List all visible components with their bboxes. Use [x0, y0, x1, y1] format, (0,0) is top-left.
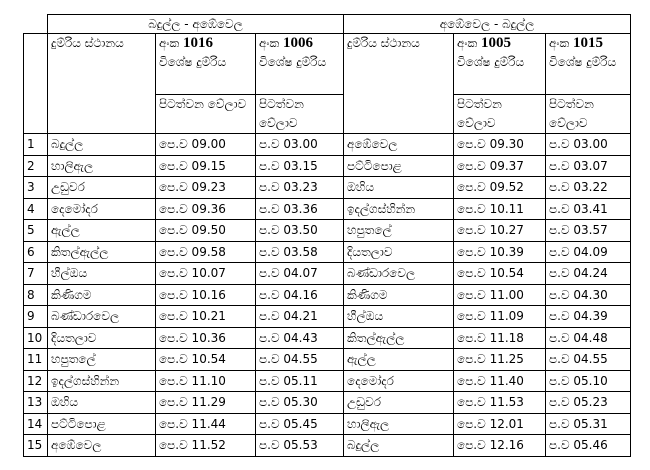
right-train-a-time: පෙ.ව 11.00: [454, 284, 546, 306]
right-direction-title: අඹේවෙල - බදුල්ල: [344, 15, 631, 34]
right-train-a-time: පෙ.ව 12.01: [454, 413, 546, 435]
row-number: 13: [24, 392, 48, 414]
left-train-a-time: පෙ.ව 10.54: [156, 349, 256, 371]
table-row: [24, 392, 631, 414]
row-number: 11: [24, 349, 48, 371]
right-train-a-time: පෙ.ව 10.27: [454, 220, 546, 242]
table-row: [24, 134, 631, 156]
right-train-b-time: ප.ව 04.48: [546, 327, 631, 349]
right-train-b-time: ප.ව 05.23: [546, 392, 631, 414]
row-number: 7: [24, 263, 48, 285]
left-train-a-time: පෙ.ව 11.10: [156, 370, 256, 392]
right-train-a-time: පෙ.ව 10.54: [454, 263, 546, 285]
table-row: [24, 177, 631, 199]
left-station-name: දෙමෝදර: [48, 198, 156, 220]
right-train-a-type: විශේෂ දුම්රිය: [457, 55, 525, 69]
left-train-a-time: පෙ.ව 10.07: [156, 263, 256, 285]
right-station-name: පට්ටිපොළ: [344, 155, 454, 177]
table-row: [24, 435, 631, 457]
left-train-a-time: පෙ.ව 09.23: [156, 177, 256, 199]
row-number: 4: [24, 198, 48, 220]
right-train-a-prefix: අංක: [457, 36, 478, 50]
left-station-name: උඩුවර: [48, 177, 156, 199]
row-number: 2: [24, 155, 48, 177]
direction-title-row: [24, 15, 631, 34]
right-train-b-time: ප.ව 04.39: [546, 306, 631, 328]
number-column-header: [24, 34, 48, 134]
left-train-a-time: පෙ.ව 11.29: [156, 392, 256, 414]
left-train-b-time: ප.ව 04.16: [256, 284, 344, 306]
table-row: [24, 198, 631, 220]
left-station-name: දියතලාව: [48, 327, 156, 349]
row-number: 10: [24, 327, 48, 349]
row-number: 1: [24, 134, 48, 156]
right-train-b-prefix: අංක: [549, 36, 570, 50]
departure-label: පිටත්වන වේලාව: [454, 95, 546, 134]
left-station-name: අඹේවෙල: [48, 435, 156, 457]
left-station-name: හපුතලේ: [48, 349, 156, 371]
right-station-name: අඹේවෙල: [344, 134, 454, 156]
right-train-b-time: ප.ව 04.55: [546, 349, 631, 371]
row-number: 8: [24, 284, 48, 306]
right-train-a-time: පෙ.ව 12.16: [454, 435, 546, 457]
right-train-a-time: පෙ.ව 10.11: [454, 198, 546, 220]
right-train-a-time: පෙ.ව 09.37: [454, 155, 546, 177]
left-train-a-time: පෙ.ව 11.44: [156, 413, 256, 435]
right-train-b-time: ප.ව 03.07: [546, 155, 631, 177]
left-train-a-time: පෙ.ව 10.16: [156, 284, 256, 306]
left-station-name: හාලිඇල: [48, 155, 156, 177]
departure-label: පිටත්වන වේලාව: [156, 95, 256, 134]
right-train-b-time: ප.ව 03.00: [546, 134, 631, 156]
right-train-b-time: ප.ව 04.24: [546, 263, 631, 285]
right-station-name: උඩුවර: [344, 392, 454, 414]
table-row: [24, 263, 631, 285]
left-train-b-header: [256, 34, 344, 95]
right-train-a-time: පෙ.ව 09.30: [454, 134, 546, 156]
table-row: [24, 349, 631, 371]
left-train-a-type: විශේෂ දුම්රිය: [159, 55, 227, 69]
right-station-name: ඉදල්ගස්හින්න: [344, 198, 454, 220]
right-station-name: හපුතලේ: [344, 220, 454, 242]
right-train-a-time: පෙ.ව 10.39: [454, 241, 546, 263]
right-train-b-time: ප.ව 05.46: [546, 435, 631, 457]
left-train-a-time: පෙ.ව 09.00: [156, 134, 256, 156]
right-train-b-time: ප.ව 03.41: [546, 198, 631, 220]
table-row: [24, 241, 631, 263]
right-train-a-time: පෙ.ව 09.52: [454, 177, 546, 199]
left-train-b-number: 1006: [283, 35, 314, 51]
right-train-b-time: ප.ව 03.57: [546, 220, 631, 242]
left-train-a-time: පෙ.ව 11.52: [156, 435, 256, 457]
table-row: [24, 370, 631, 392]
left-train-b-time: ප.ව 03.00: [256, 134, 344, 156]
left-train-b-time: ප.ව 04.55: [256, 349, 344, 371]
left-station-name: බදුල්ල: [48, 134, 156, 156]
timetable: [23, 14, 631, 457]
right-train-a-time: පෙ.ව 11.25: [454, 349, 546, 371]
table-row: [24, 220, 631, 242]
left-train-b-type: විශේෂ දුම්රිය: [259, 55, 327, 69]
departure-label: පිටත්වන වේලාව: [256, 95, 344, 134]
left-train-b-time: ප.ව 04.21: [256, 306, 344, 328]
row-number: 3: [24, 177, 48, 199]
left-train-b-time: ප.ව 03.23: [256, 177, 344, 199]
right-station-name: හාලිඇල: [344, 413, 454, 435]
left-station-name: කිතල්ඇල්ල: [48, 241, 156, 263]
right-station-name: බදුල්ල: [344, 435, 454, 457]
left-train-a-time: පෙ.ව 09.15: [156, 155, 256, 177]
left-train-b-time: ප.ව 03.15: [256, 155, 344, 177]
table-row: [24, 155, 631, 177]
right-train-a-time: පෙ.ව 11.53: [454, 392, 546, 414]
right-train-a-time: පෙ.ව 11.09: [454, 306, 546, 328]
left-train-a-time: පෙ.ව 09.36: [156, 198, 256, 220]
row-number: 12: [24, 370, 48, 392]
right-station-name: කිතල්ඇල්ල: [344, 327, 454, 349]
table-row: [24, 327, 631, 349]
table-row: [24, 413, 631, 435]
right-station-name: දෙමෝදර: [344, 370, 454, 392]
left-station-name: ඇල්ල: [48, 220, 156, 242]
left-train-b-time: ප.ව 05.30: [256, 392, 344, 414]
right-station-name: දියතලාව: [344, 241, 454, 263]
left-station-name: පට්ටිපොළ: [48, 413, 156, 435]
left-train-a-header: [156, 34, 256, 95]
left-train-a-time: පෙ.ව 10.36: [156, 327, 256, 349]
left-station-name: ඔහිය: [48, 392, 156, 414]
right-station-header: දුම්රිය ස්ථානය: [344, 34, 454, 134]
left-station-name: හීල්ඔය: [48, 263, 156, 285]
departure-label: පිටත්වන වේලාව: [546, 95, 631, 134]
right-station-name: හීල්ඔය: [344, 306, 454, 328]
right-train-a-time: පෙ.ව 11.40: [454, 370, 546, 392]
left-train-b-time: ප.ව 03.36: [256, 198, 344, 220]
right-train-b-header: [546, 34, 631, 95]
blank-corner: [24, 15, 48, 34]
timetable-body: [24, 134, 631, 457]
left-train-a-time: පෙ.ව 09.58: [156, 241, 256, 263]
left-direction-title: බදුල්ල - අඹේවෙල: [48, 15, 344, 34]
left-train-b-time: ප.ව 05.45: [256, 413, 344, 435]
left-train-a-time: පෙ.ව 09.50: [156, 220, 256, 242]
right-train-b-time: ප.ව 05.10: [546, 370, 631, 392]
right-station-name: බණ්ඩාරවෙල: [344, 263, 454, 285]
header-row: [24, 34, 631, 95]
left-train-b-time: ප.ව 03.50: [256, 220, 344, 242]
right-train-b-time: ප.ව 04.09: [546, 241, 631, 263]
left-train-b-time: ප.ව 04.43: [256, 327, 344, 349]
right-train-a-time: පෙ.ව 11.18: [454, 327, 546, 349]
left-train-a-time: පෙ.ව 10.21: [156, 306, 256, 328]
right-station-name: ඇල්ල: [344, 349, 454, 371]
left-train-a-number: 1016: [183, 35, 214, 51]
right-train-b-type: විශේෂ දුම්රිය: [549, 55, 617, 69]
right-station-name: කිණිගම: [344, 284, 454, 306]
right-train-a-header: [454, 34, 546, 95]
left-train-b-time: ප.ව 04.07: [256, 263, 344, 285]
left-station-name: බණ්ඩාරවෙල: [48, 306, 156, 328]
right-train-a-number: 1005: [481, 35, 512, 51]
left-train-b-time: ප.ව 05.11: [256, 370, 344, 392]
left-train-b-time: ප.ව 05.53: [256, 435, 344, 457]
left-station-name: ඉදල්ගස්හින්න: [48, 370, 156, 392]
right-train-b-time: ප.ව 05.31: [546, 413, 631, 435]
left-train-b-time: ප.ව 03.58: [256, 241, 344, 263]
table-row: [24, 284, 631, 306]
right-station-name: ඔහිය: [344, 177, 454, 199]
right-train-b-time: ප.ව 03.22: [546, 177, 631, 199]
row-number: 15: [24, 435, 48, 457]
row-number: 5: [24, 220, 48, 242]
left-station-name: කිණිගම: [48, 284, 156, 306]
left-train-b-prefix: අංක: [259, 36, 280, 50]
left-train-a-prefix: අංක: [159, 36, 180, 50]
row-number: 6: [24, 241, 48, 263]
row-number: 14: [24, 413, 48, 435]
right-train-b-time: ප.ව 04.30: [546, 284, 631, 306]
left-station-header: දුම්රිය ස්ථානය: [48, 34, 156, 134]
row-number: 9: [24, 306, 48, 328]
table-row: [24, 306, 631, 328]
right-train-b-number: 1015: [573, 35, 604, 51]
